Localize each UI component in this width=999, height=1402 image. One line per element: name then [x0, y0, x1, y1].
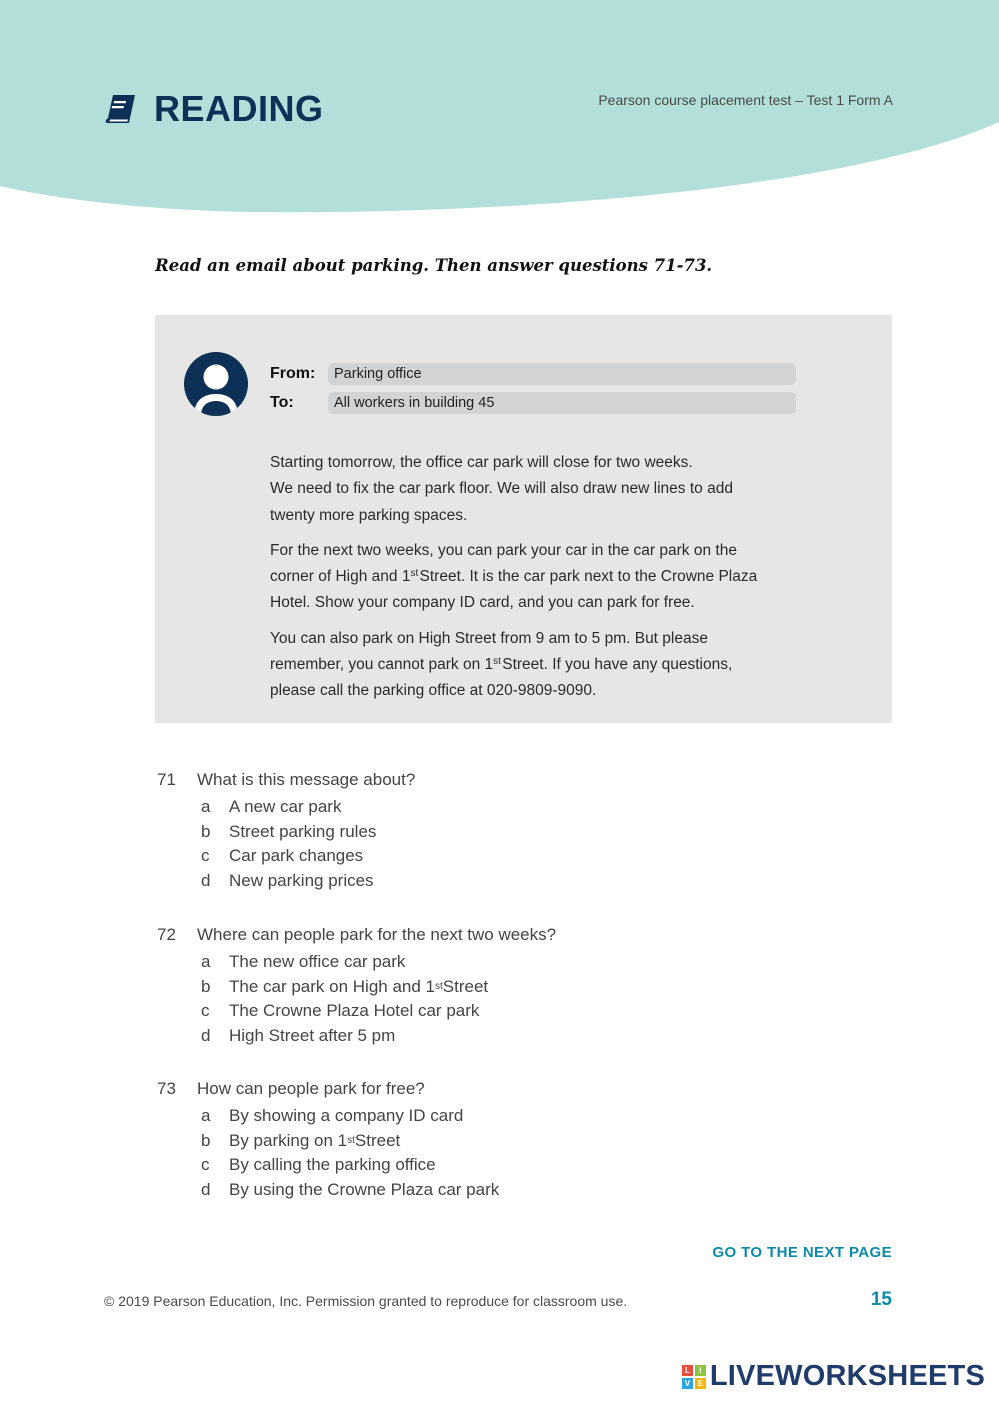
section-title [104, 88, 324, 130]
copyright: © 2019 Pearson Education, Inc. Permission granted to reproduce for classroom use. [104, 1293, 628, 1309]
option-71-b[interactable]: b Street parking rules [201, 821, 377, 841]
question-number: 72 [157, 925, 176, 944]
option-73-c[interactable]: c By calling the parking office [201, 1155, 436, 1175]
question-number: 71 [157, 770, 176, 789]
user-avatar-icon [184, 352, 248, 416]
book-icon [104, 92, 138, 126]
from-label: From: [270, 365, 316, 382]
question-text: What is this message about? [197, 770, 416, 789]
from-field: Parking office [328, 363, 796, 385]
option-73-d[interactable]: d By using the Crowne Plaza car park [201, 1179, 500, 1199]
liveworksheets-logo [682, 1360, 985, 1393]
next-page-link[interactable]: GO TO THE NEXT PAGE [712, 1244, 892, 1261]
option-71-c[interactable]: c Car park changes [201, 846, 364, 866]
option-72-c[interactable]: c The Crowne Plaza Hotel car park [201, 1001, 480, 1021]
section-title-text: READING [154, 88, 324, 129]
test-name: Pearson course placement test – Test 1 Form A [598, 92, 893, 108]
option-71-a[interactable]: a A new car park [201, 797, 342, 817]
to-label: To: [270, 394, 294, 411]
option-72-d[interactable]: d High Street after 5 pm [201, 1025, 396, 1045]
option-72-a[interactable]: a The new office car park [201, 952, 406, 972]
to-row [270, 392, 796, 414]
option-72-b[interactable]: b The car park on High and 1 st Street [201, 976, 489, 996]
liveworksheets-text: LIVEWORKSHEETS [709, 1360, 985, 1392]
email-body [270, 450, 830, 714]
question-71 [157, 765, 415, 893]
to-field: All workers in building 45 [328, 392, 796, 414]
question-72 [157, 920, 556, 1048]
liveworksheets-logo-icon: L I V E [682, 1365, 706, 1389]
question-number: 73 [157, 1079, 176, 1098]
question-73 [157, 1074, 499, 1202]
email-box [155, 315, 892, 723]
instruction: Read an email about parking. Then answer questions 71-73. [155, 256, 713, 275]
email-paragraph-1: Starting tomorrow, the office car park will close for two weeks. We need to fix the car park floor. We will also draw new lines to add twenty more parking spaces. [270, 454, 733, 524]
question-text: Where can people park for the next two weeks? [197, 925, 557, 944]
page-number: 15 [870, 1289, 892, 1310]
email-paragraph-3: You can also park on High Street from 9 am to 5 pm. But please remember, you cannot park on 1st Street. If you have any questions, please call the parking office at 020-9809-9090. [270, 629, 733, 700]
option-73-a[interactable]: a By showing a company ID card [201, 1106, 464, 1126]
email-paragraph-2: For the next two weeks, you can park your car in the car park on the corner of High and 1st Street. It is the car park next to the Crowne Plaza Hotel. Show your company ID card, and you can park for free. [270, 541, 758, 612]
option-73-b[interactable]: b By parking on 1 st Street [201, 1130, 401, 1150]
option-71-d[interactable]: d New parking prices [201, 870, 374, 890]
from-row [270, 363, 796, 385]
question-text: How can people park for free? [197, 1079, 425, 1098]
